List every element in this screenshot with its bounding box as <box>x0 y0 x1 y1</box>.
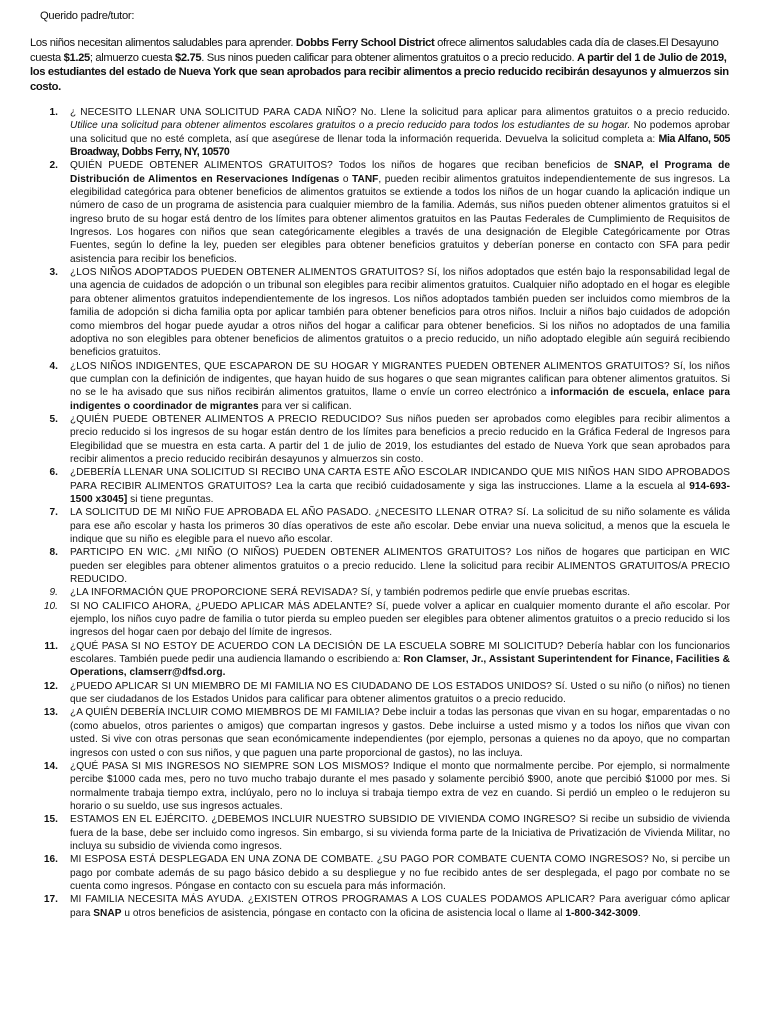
faq-item-text <box>70 680 730 707</box>
faq-item <box>30 640 730 680</box>
faq-emphasis-text: TANF <box>352 173 379 185</box>
faq-item-number: 17. <box>43 894 58 906</box>
faq-emphasis-text: SNAP <box>93 907 122 919</box>
faq-text: MI ESPOSA ESTÁ DESPLEGADA EN UNA ZONA DE COMBATE. ¿SU PAGO POR COMBATE CUENTA COMO INGRESOS? No, si percibe un pago por combate además de su pago básico debido a su despliegue y no fue recibido antes de ser desplegada, el pago por combate no se cuenta como ingresos. Póngase en contacto con su escuela para más información. <box>70 854 730 892</box>
faq-item <box>30 586 730 599</box>
faq-item-number: 1. <box>49 107 58 118</box>
faq-text: MI FAMILIA NECESITA MÁS AYUDA. ¿EXISTEN OTROS PROGRAMAS A LOS CUALES PODAMOS APLICAR? Para averiguar cómo aplicar para <box>70 894 730 919</box>
faq-item-number: 11. <box>44 640 58 652</box>
faq-item-number: 13. <box>43 707 58 719</box>
faq-item-text <box>70 360 730 413</box>
faq-emphasis-text: 914-693-1500 x3045] <box>70 480 730 505</box>
faq-item-text <box>70 266 730 359</box>
faq-item <box>30 893 730 920</box>
faq-item-number: 10. <box>43 600 58 612</box>
faq-list <box>30 106 730 920</box>
faq-item <box>30 546 730 586</box>
faq-item-number: 2. <box>49 160 58 172</box>
faq-text: o <box>339 173 353 185</box>
faq-item-number: 14. <box>43 760 58 772</box>
faq-text: ESTAMOS EN EL EJÉRCITO. ¿DEBEMOS INCLUIR NUESTRO SUBSIDIO DE VIVIENDA COMO INGRESO? Si recibe un subsidio de vivienda fuera de la base, debe ser incluido como ingresos. Sin embargo, si su vivienda forma parte de la Iniciativa de Privatización de Vivienda Militar, no incluya su subsidio de vivienda como ingresos. <box>70 814 730 852</box>
faq-text: SI NO CALIFICO AHORA, ¿PUEDO APLICAR MÁS ADELANTE? Sí, puede volver a aplicar en cualquier momento durante el año escolar. Por ejemplo, los niños cuyo padre de familia o tutor pierda su empleo pueden ser elegibles para obtener alimentos gratuitos o a precio reducido si los ingresos del hogar caen por debajo del límite de ingresos. <box>70 600 730 639</box>
faq-item-text <box>70 640 730 680</box>
faq-item <box>30 600 730 640</box>
faq-text: si tiene preguntas. <box>127 493 214 505</box>
faq-item-number: 9. <box>49 587 58 599</box>
faq-text: No podemos aprobar una solicitud que no esté completa, así que asegúrese de llenar toda la información requerida. Devuelva la solicitud completa a: <box>70 120 730 145</box>
faq-emphasis-text: SNAP, el Programa de Distribución de Alimentos en Reservaciones Indígenas <box>70 160 731 185</box>
faq-item-number: 4. <box>49 360 58 372</box>
faq-item-text <box>70 546 730 586</box>
faq-text: u otros beneficios de asistencia, póngase en contacto con la oficina de asistencia local o llame al <box>121 907 566 919</box>
faq-item-text <box>70 706 730 759</box>
greeting: Querido padre/tutor: <box>40 10 135 22</box>
intro-text: Los niños necesitan alimentos saludables para aprender. <box>30 37 296 49</box>
faq-item <box>30 360 730 413</box>
intro-text: ; almuerzo cuesta <box>89 51 175 64</box>
faq-item <box>30 706 730 759</box>
faq-text: ¿QUÉ PASA SI NO ESTOY DE ACUERDO CON LA DECISIÓN DE LA ESCUELA SOBRE MI SOLICITUD? Debería hablar con los funcionarios escolares. También puede pedir una audiencia llamando o escribiendo a: <box>70 640 730 666</box>
faq-text: ¿QUÉ PASA SI MIS INGRESOS NO SIEMPRE SON LOS MISMOS? Indique el monto que normalmente percibe. Por ejemplo, si normalmente percibe $1000 cada mes, pero no tuvo mucho trabajo durante el mes pasado y solamente percibió $900, anote que percibió $1000 por mes. Si normalmente trabaja tiempo extra, inclúyalo, pero no lo incluya si trabaja tiempo extra de vez en cuando. Si perdió un empleo o le redujeron su horario o su sueldo, use sus ingresos actuales. <box>70 760 730 812</box>
faq-item-text <box>70 413 730 466</box>
intro-bold-text: $1.25 <box>63 51 90 64</box>
faq-item-text <box>70 600 730 640</box>
faq-item-number: 12. <box>43 680 58 692</box>
faq-item <box>30 853 730 893</box>
faq-text: ¿A QUIÉN DEBERÍA INCLUIR COMO MIEMBROS DE MI FAMILIA? Debe incluir a todas las personas que vivan en su hogar, emparentadas o no (como abuelos, otros parientes o amigos) que compartan ingresos y gastos. Debe incluirse a usted mismo y a todos los niños que vivan con usted. Si vive con otras personas que sean económicamente independientes (por ejemplo, personas a quienes no da apoyo, que no compartan ingresos con usted o con sus niños, y que paguen una parte proporcional de gastos), no las incluya. <box>70 707 730 759</box>
faq-item-text <box>70 853 730 893</box>
faq-text: QUIÉN PUEDE OBTENER ALIMENTOS GRATUITOS? Todos los niños de hogares que reciban beneficios de <box>70 160 615 172</box>
faq-text: . <box>637 907 641 919</box>
faq-item-text <box>70 159 730 266</box>
faq-text: LA SOLICITUD DE MI NIÑO FUE APROBADA EL AÑO PASADO. ¿NECESITO LLENAR OTRA? Sí. La solicitud de su niño solamente es válida para ese año escolar y hasta los primeros 30 días operativos de este año escolar. Debe enviar una nueva solicitud, a menos que la escuela le indique que su niño es elegible para el nuevo año escolar. <box>70 507 730 545</box>
faq-item-text <box>70 506 730 546</box>
faq-text: , pueden recibir alimentos gratuitos independientemente de sus ingresos. La elegibilidad categórica para obtener beneficios de alimentos gratuitos se extiende a todos los niños de un hogar cuando la aplicación indique un número de caso de un programa de asistencia para cualquier miembro de la familia. Además, sus niños pueden obtener alimentos gratuitos si el ingreso bruto de su hogar está dentro de los límites para obtener alimentos gratuitos en las Pautas Federales de Cumplimiento de Requisitos de Ingresos. Los hogares con niños que sean categóricamente elegibles a través de una designación de Elegible Categóricamente por Otras Fuentes, según lo define la ley, pueden ser elegibles para obtener beneficios gratuitos y deberían ponerse en contacto con SFA para pedir asistencia para recibir los beneficios. <box>70 173 731 265</box>
faq-item <box>30 813 730 853</box>
faq-text: para ver si califican. <box>258 400 352 412</box>
faq-item-number: 6. <box>49 467 58 479</box>
faq-text: ¿PUEDO APLICAR SI UN MIEMBRO DE MI FAMILIA NO ES CIUDADANO DE LOS ESTADOS UNIDOS? Sí. Usted o su niño (o niños) no tienen que ser ciudadanos de los Estados Unidos para calificar para obtener alimentos gratuitos o a precio reducido. <box>70 680 730 706</box>
faq-emphasis-text: Utilice una solicitud para obtener alimentos escolares gratuitos o a precio reducido para todos los estudiantes de su hogar. <box>70 120 631 132</box>
faq-item-text <box>70 893 730 920</box>
faq-item-text <box>70 813 730 853</box>
faq-item-number: 5. <box>49 413 58 425</box>
faq-item-number: 8. <box>49 547 58 559</box>
faq-item <box>30 106 730 159</box>
intro-text: ofrece alimentos saludables cada día de clases.El Desayuno cuesta <box>30 37 719 64</box>
faq-item-text <box>70 760 730 813</box>
faq-text: ¿LOS NIÑOS INDIGENTES, QUE ESCAPARON DE SU HOGAR Y MIGRANTES PUEDEN OBTENER ALIMENTOS GRATUITOS? Sí, los niños que cumplan con la definición de indigentes, que hayan huido de sus hogares o que sean migrantes califican para obtener alimentos gratuitos. Si no se le ha avisado que sus niños recibirán alimentos gratuitos, llame o envíe un correo electrónico a <box>70 360 730 399</box>
faq-item-number: 7. <box>49 507 58 519</box>
faq-item-number: 3. <box>49 267 58 279</box>
faq-emphasis-text: información de escuela, enlace para indigentes o coordinador de migrantes <box>70 387 730 412</box>
faq-item <box>30 266 730 359</box>
faq-text: ¿ NECESITO LLENAR UNA SOLICITUD PARA CADA NIÑO? No. Llene la solicitud para aplicar para alimentos gratuitos o a precio reducido. <box>70 107 730 118</box>
faq-item-text <box>70 586 730 599</box>
faq-emphasis-text: 1-800-342-3009 <box>565 907 638 919</box>
faq-item-number: 16. <box>43 854 58 866</box>
faq-text: ¿LOS NIÑOS ADOPTADOS PUEDEN OBTENER ALIMENTOS GRATUITOS? Sí, los niños adoptados que estén bajo la responsabilidad legal de una agencia de cuidados de adopción o un tribunal son elegibles para recibir alimentos gratuitos. Cualquier niño adoptado en el hogar es elegible para obtener alimentos gratuitos independientemente de los ingresos. Los niños adoptados también pueden ser incluidos como miembros de la familia de adopción si dicha familia opta por aplicar también para obtener beneficios para otros niños. Incluir a niños bajo cuidados de adopción como miembros del hogar puede ayudar a otros niños del hogar a calificar para obtener beneficios. Si los niños no adoptados de una familia adoptiva no son elegibles para obtener beneficios de alimentos gratuitos o a precio reducido, un niño adoptado elegible aún seguirá recibiendo beneficios gratuitos. <box>70 267 730 359</box>
faq-item <box>30 760 730 813</box>
faq-item <box>30 506 730 546</box>
faq-item-number: 15. <box>43 814 58 826</box>
faq-text: ¿QUIÉN PUEDE OBTENER ALIMENTOS A PRECIO REDUCIDO? Sus niños pueden ser aprobados como elegibles para recibir alimentos a precio reducido si los ingresos de su hogar están dentro de los límites para beneficios a precio reducido en la Gráfica Federal de Ingresos para Elegibilidad que se muestra en esta carta. A partir del 1 de julio de 2019, los estudiantes del estado de Nueva York que sean aprobados para recibir alimentos a precio reducido recibirán desayunos y almuerzos sin costo. <box>70 413 730 465</box>
faq-text: ¿DEBERÍA LLENAR UNA SOLICITUD SI RECIBO UNA CARTA ESTE AÑO ESCOLAR INDICANDO QUE MIS NIÑOS HAN SIDO APROBADOS PARA RECIBIR ALIMENTOS GRATUITOS? Lea la carta que recibió cuidadosamente y siga las instrucciones. Llame a la escuela al <box>70 467 730 492</box>
faq-text: PARTICIPO EN WIC. ¿MI NIÑO (O NIÑOS) PUEDEN OBTENER ALIMENTOS GRATUITOS? Los niños de hogares que participan en WIC pueden ser elegibles para obtener alimentos gratuitos o a precio reducido. Llene la solicitud para recibir ALIMENTOS GRATUITOS/A PRECIO REDUCIDO. <box>70 547 730 586</box>
faq-emphasis-text: Mia Alfano, 505 Broadway, Dobbs Ferry, NY, 10570 <box>70 132 730 159</box>
faq-item <box>30 466 730 506</box>
faq-item-text <box>70 106 730 159</box>
intro-paragraph <box>30 36 730 94</box>
faq-item <box>30 680 730 707</box>
faq-item-text <box>70 466 730 506</box>
faq-item <box>30 413 730 466</box>
faq-text: ¿LA INFORMACIÓN QUE PROPORCIONE SERÁ REVISADA? Sí, y también podremos pedirle que envíe pruebas escritas. <box>70 587 631 599</box>
faq-emphasis-text: Ron Clamser, Jr., Assistant Superintendent for Finance, Facilities & Operations, clamserr@dfsd.org. <box>70 654 731 679</box>
intro-bold-text: Dobbs Ferry School District <box>295 37 435 49</box>
intro-bold-text: $2.75 <box>174 51 202 64</box>
intro-text: . Sus ninos pueden calificar para obtener alimentos gratuitos o a precio reducido. <box>201 51 578 64</box>
faq-item <box>30 159 730 266</box>
intro-bold-text: A partir del 1 de Julio de 2019, los estudiantes del estado de Nueva York que sean aprobados para recibir alimentos a precio reducido recibirán desayunos y almuerzos sin costo. <box>30 51 729 93</box>
